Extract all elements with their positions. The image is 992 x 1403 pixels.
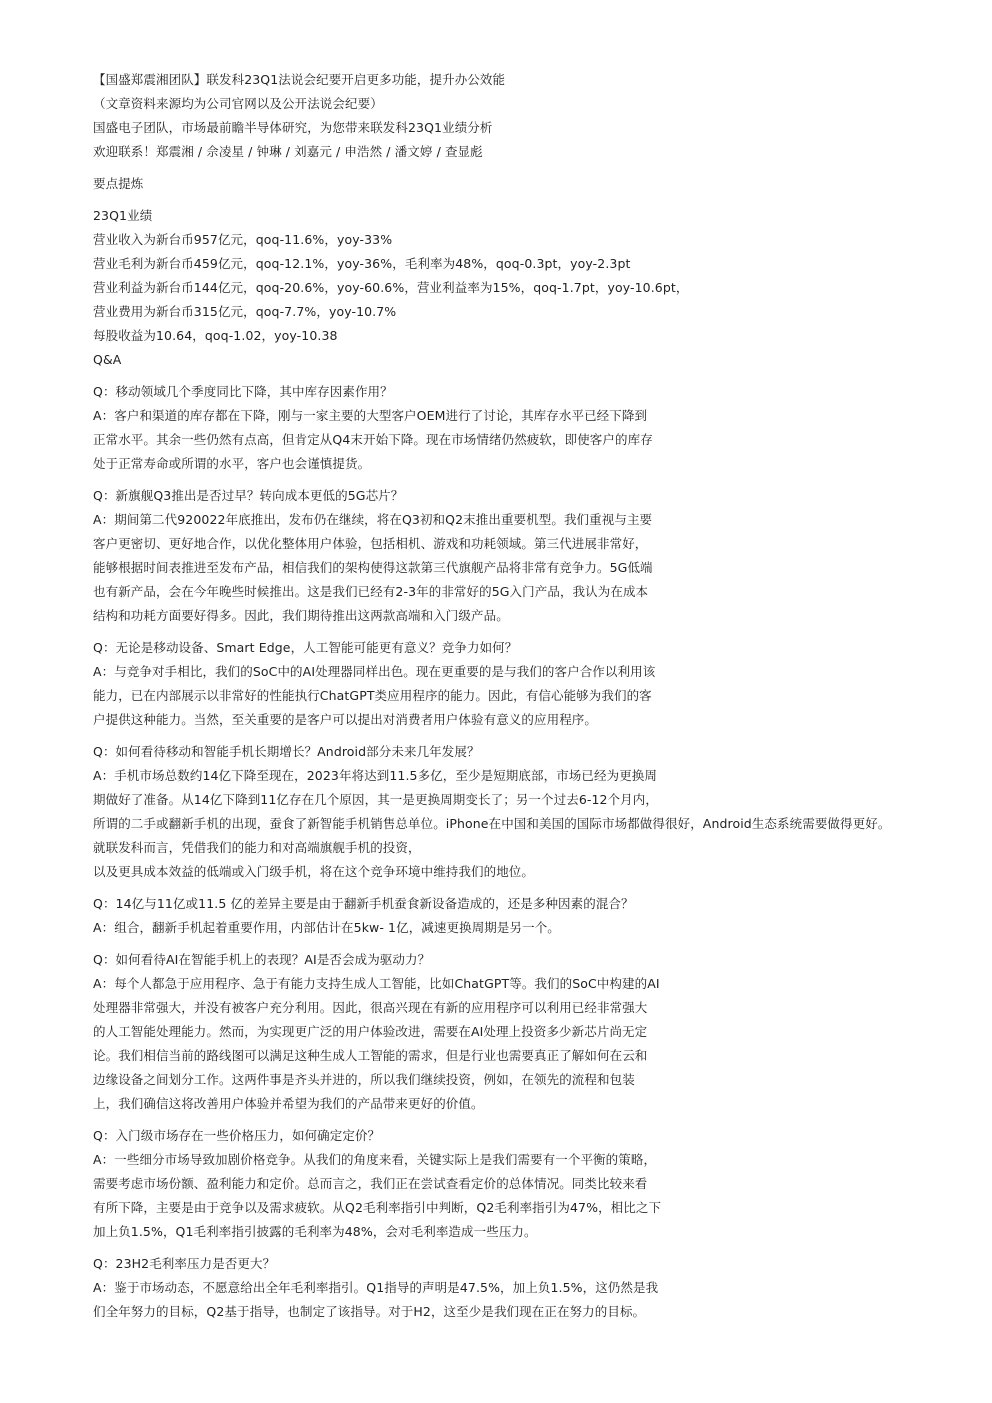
answer-line: A：一些细分市场导致加剧价格竞争。从我们的角度来看，关键实际上是我们需要有一个平衡的策略，: [93, 1152, 657, 1167]
answer-line: 结构和功耗方面要好得多。因此，我们期待推出这两款高端和入门级产品。: [93, 608, 509, 623]
answer-line: 所谓的二手或翻新手机的出现，蚕食了新智能手机销售总单位。iPhone在中国和美国的国际市场都做得很好，Android生态系统需要做得更好。: [93, 816, 891, 831]
answer-line: 们全年努力的目标，Q2基于指导，也制定了该指导。对于H2，这至少是我们现在正在努力的目标。: [93, 1304, 646, 1319]
qa-item: [93, 636, 973, 732]
results-subheading: 23Q1业绩: [93, 208, 153, 223]
qa-item: [93, 484, 973, 628]
answer-line: 论。我们相信当前的路线图可以满足这种生成人工智能的需求，但是行业也需要真正了解如何在云和: [93, 1048, 648, 1063]
summary-heading: 要点提炼: [93, 176, 144, 191]
answer-line: 就联发科而言，凭借我们的能力和对高端旗舰手机的投资，: [93, 840, 421, 855]
answer-line: 能力，已在内部展示以非常好的性能执行ChatGPT类应用程序的能力。因此，有信心能够为我们的客: [93, 688, 652, 703]
summary-line: 营业费用为新台币315亿元，qoq-7.7%，yoy-10.7%: [93, 304, 397, 319]
answer-line: 加上负1.5%，Q1毛利率指引披露的毛利率为48%，会对毛利率造成一些压力。: [93, 1224, 537, 1239]
qa-heading: Q&A: [93, 352, 122, 367]
intro-text: 国盛电子团队，市场最前瞻半导体研究，为您带来联发科23Q1业绩分析: [93, 120, 493, 135]
qa-item: [93, 892, 973, 940]
answer-line: A：鉴于市场动态，不愿意给出全年毛利率指引。Q1指导的声明是47.5%，加上负1.5%，这仍然是我: [93, 1280, 659, 1295]
qa-list: [93, 372, 973, 1324]
qa-item: [93, 740, 973, 884]
answer-line: A：与竞争对手相比，我们的SoC中的AI处理器同样出色。现在更重要的是与我们的客户合作以利用该: [93, 664, 656, 679]
answer-line: A：每个人都急于应用程序、急于有能力支持生成人工智能，比如ChatGPT等。我们的SoC中构建的AI: [93, 976, 660, 991]
qa-item: [93, 948, 973, 1116]
answer-line: 处于正常寿命或所谓的水平，客户也会谨慎提货。: [93, 456, 371, 471]
answer-line: 有所下降，主要是由于竞争以及需求疲软。从Q2毛利率指引中判断，Q2毛利率指引为47%，相比之下: [93, 1200, 662, 1215]
question-text: Q：无论是移动设备、Smart Edge，人工智能可能更有意义？竞争力如何？: [93, 640, 518, 655]
source-note: （文章资料来源均为公司官网以及公开法说会纪要）: [93, 96, 383, 111]
answer-line: 需要考虑市场份额、盈利能力和定价。总而言之，我们正在尝试查看定价的总体情况。同类比较来看: [93, 1176, 648, 1191]
answer-line: 能够根据时间表推进至发布产品，相信我们的架构使得这款第三代旗舰产品将非常有竞争力。5G低端: [93, 560, 653, 575]
answer-line: A：客户和渠道的库存都在下降，刚与一家主要的大型客户OEM进行了讨论，其库存水平已经下降到: [93, 408, 648, 423]
document-title: 【国盛郑震湘团队】联发科23Q1法说会纪要开启更多功能，提升办公效能: [93, 72, 506, 87]
answer-line: A：手机市场总数约14亿下降至现在，2023年将达到11.5多亿，至少是短期底部，市场已经为更换周: [93, 768, 658, 783]
question-text: Q：入门级市场存在一些价格压力，如何确定定价？: [93, 1128, 381, 1143]
answer-line: A：组合，翻新手机起着重要作用，内部估计在5kw- 1亿，减速更换周期是另一个。: [93, 920, 560, 935]
question-text: Q：如何看待移动和智能手机长期增长？Android部分未来几年发展？: [93, 744, 480, 759]
summary-line: 每股收益为10.64，qoq-1.02，yoy-10.38: [93, 328, 338, 343]
answer-line: A：期间第二代920022年底推出，发布仍在继续，将在Q3初和Q2末推出重要机型。我们重视与主要: [93, 512, 653, 527]
question-text: Q：14亿与11亿或11.5 亿的差异主要是由于翻新手机蚕食新设备造成的，还是多种因素的混合？: [93, 896, 634, 911]
question-text: Q：如何看待AI在智能手机上的表现？AI是否会成为驱动力？: [93, 952, 431, 967]
answer-line: 边缘设备之间划分工作。这两件事是齐头并进的，所以我们继续投资，例如，在领先的流程和包装: [93, 1072, 635, 1087]
qa-item: [93, 1252, 973, 1324]
answer-line: 期做好了准备。从14亿下降到11亿存在几个原因，其一是更换周期变长了；另一个过去6-12个月内，: [93, 792, 658, 807]
question-text: Q：新旗舰Q3推出是否过早？转向成本更低的5G芯片？: [93, 488, 404, 503]
contact-line: 欢迎联系！郑震湘 / 佘凌星 / 钟琳 / 刘嘉元 / 申浩然 / 潘文婷 / 查显彪: [93, 144, 483, 159]
answer-line: 正常水平。其余一些仍然有点高，但肯定从Q4末开始下降。现在市场情绪仍然疲软，即使客户的库存: [93, 432, 653, 447]
answer-line: 的人工智能处理能力。然而，为实现更广泛的用户体验改进，需要在AI处理上投资多少新芯片尚无定: [93, 1024, 648, 1039]
qa-item: [93, 380, 973, 476]
answer-line: 上，我们确信这将改善用户体验并希望为我们的产品带来更好的价值。: [93, 1096, 484, 1111]
answer-line: 处理器非常强大，并没有被客户充分利用。因此，很高兴现在有新的应用程序可以利用已经非常强大: [93, 1000, 648, 1015]
question-text: Q：移动领域几个季度同比下降，其中库存因素作用？: [93, 384, 393, 399]
summary-line: 营业收入为新台币957亿元，qoq-11.6%，yoy-33%: [93, 232, 393, 247]
answer-line: 户提供这种能力。当然，至关重要的是客户可以提出对消费者用户体验有意义的应用程序。: [93, 712, 598, 727]
summary-line: 营业毛利为新台币459亿元，qoq-12.1%，yoy-36%，毛利率为48%，qoq-0.3pt，yoy-2.3pt: [93, 256, 631, 271]
question-text: Q：23H2毛利率压力是否更大？: [93, 1256, 276, 1271]
answer-line: 以及更具成本效益的低端或入门级手机，将在这个竞争环境中维持我们的地位。: [93, 864, 535, 879]
answer-line: 也有新产品，会在今年晚些时候推出。这是我们已经有2-3年的非常好的5G入门产品，我认为在成本: [93, 584, 649, 599]
summary-line: 营业利益为新台币144亿元，qoq-20.6%，yoy-60.6%，营业利益率为15%，qoq-1.7pt，yoy-10.6pt，: [93, 280, 689, 295]
document-page: [93, 68, 973, 1324]
answer-line: 客户更密切、更好地合作，以优化整体用户体验，包括相机、游戏和功耗领域。第三代进展非常好，: [93, 536, 648, 551]
qa-item: [93, 1124, 973, 1244]
